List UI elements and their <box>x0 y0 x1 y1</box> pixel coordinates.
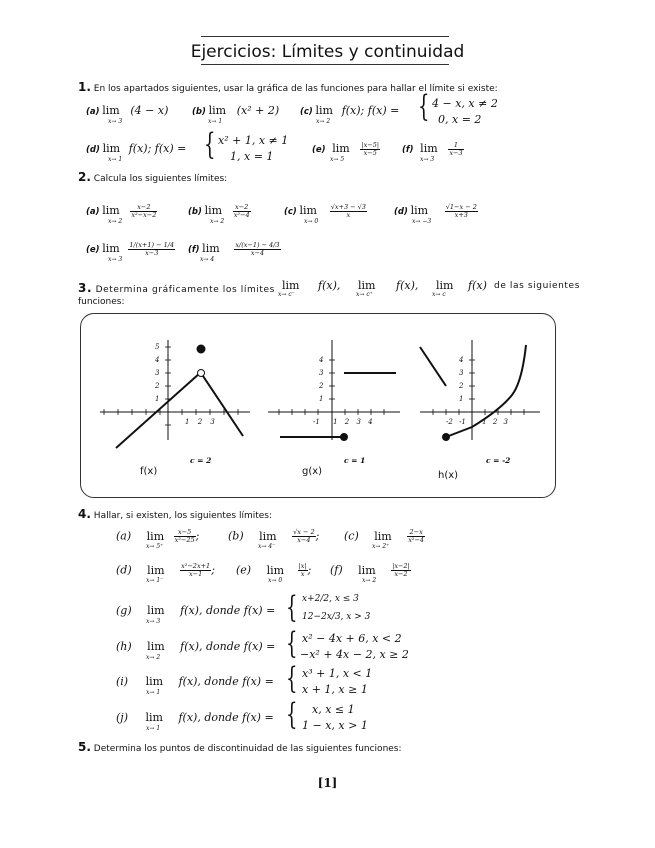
graph-h-ytick: 3 <box>459 369 464 377</box>
graph-h-xtick: 1 <box>482 418 487 426</box>
section-4-heading <box>78 507 272 521</box>
ex1-e-label: (e) <box>312 145 326 155</box>
ex4-f-fraction <box>391 563 411 578</box>
ex4-f-den: x−2 <box>394 570 408 578</box>
ex4-h-label: (h) <box>116 640 132 653</box>
ex4-a-fraction <box>174 529 196 544</box>
ex4-e-num: |x| <box>298 562 307 570</box>
ex4-b-sub: x→ 4⁻ <box>258 543 276 550</box>
section-2-text: Calcula los siguientes límites: <box>93 174 228 184</box>
ex4-g-case2: 12−2x/3, x > 3 <box>302 612 371 622</box>
section-3-fx1: f(x), <box>318 279 341 292</box>
graph-f-xticks <box>185 418 215 426</box>
graph-h-yticks <box>459 354 463 406</box>
graph-g-c-label: c = 1 <box>344 456 366 465</box>
ex4-h-case1: x² − 4x + 6, x < 2 <box>302 632 402 645</box>
section-3-fx3: f(x) <box>468 279 487 292</box>
ex4-g-lim: lim <box>147 604 165 617</box>
ex4-g-label: (g) <box>116 604 132 617</box>
section-3-sub2: x→ c⁺ <box>356 291 373 298</box>
ex2-d-den: x+3 <box>454 211 468 219</box>
graph-f-ytick: 1 <box>155 395 160 403</box>
ex4-a-sep: ; <box>195 529 200 543</box>
ex4-e-sep: ; <box>307 563 312 577</box>
ex4-h-expr: f(x), donde f(x) = <box>180 640 276 653</box>
graph-f-open-dot <box>198 370 205 377</box>
ex4-j-expr: f(x), donde f(x) = <box>178 711 274 724</box>
ex4-h-brace: { <box>286 626 298 661</box>
graph-g-name: g(x) <box>302 466 323 477</box>
ex4-g-brace: { <box>286 590 298 625</box>
ex1-d-case1: x² + 1, x ≠ 1 <box>218 134 289 147</box>
ex2-d-sub: x→ −3 <box>412 218 432 225</box>
ex4-c-fraction <box>407 529 425 544</box>
ex4-a-num: x−5 <box>174 529 196 537</box>
graph-f-xtick: 3 <box>210 418 215 426</box>
ex4-d-sep: ; <box>211 563 215 577</box>
ex4-b-sep: ; <box>315 529 320 543</box>
ex1-c-brace: { <box>418 89 430 124</box>
section-4-number: 4. <box>78 507 91 521</box>
ex1-c-expr: f(x); f(x) = <box>341 104 400 117</box>
section-3-sub3: x→ c <box>432 291 446 298</box>
ex2-b-sub: x→ 2 <box>210 218 225 225</box>
graph-f-name: f(x) <box>140 466 158 477</box>
ex4-j-lim: lim <box>145 711 163 724</box>
ex2-c-den: x <box>346 211 351 219</box>
ex1-a-label: (a) <box>86 107 100 117</box>
section-5-text: Determina los puntos de discontinuidad de las siguientes funciones: <box>93 744 402 754</box>
ex4-e-sub: x→ 0 <box>268 577 283 584</box>
ex2-a-sub: x→ 2 <box>108 218 123 225</box>
graph-g-xtick: 2 <box>344 418 350 426</box>
graph-h-ytick: 4 <box>459 356 464 364</box>
ex2-c-num: √x+3 − √3 <box>330 203 366 211</box>
ex2-c-sub: x→ 0 <box>304 218 319 225</box>
graph-f-ytick: 5 <box>155 343 160 351</box>
ex4-j-sub: x→ 1 <box>146 725 161 732</box>
ex4-j-brace: { <box>286 697 298 732</box>
ex1-a-expr: (4 − x) <box>130 104 169 117</box>
ex1-d-label: (d) <box>86 145 100 155</box>
ex2-e-sub: x→ 3 <box>108 256 123 263</box>
ex4-a-sub: x→ 5⁺ <box>146 543 164 550</box>
ex2-f-lim: lim <box>202 242 220 255</box>
ex2-b-den: x²−4 <box>233 211 250 219</box>
ex4-e-label: (e) <box>236 563 252 577</box>
ex1-c-case2: 0, x = 2 <box>438 113 482 126</box>
ex4-d-sub: x→ 1⁻ <box>146 577 164 584</box>
graph-h-xtick: -2 <box>446 418 453 426</box>
ex4-f-num: |x−2| <box>392 562 410 570</box>
page-title: Ejercicios: Límites y continuidad <box>190 42 465 62</box>
ex2-a-label: (a) <box>86 207 100 217</box>
section-3-number: 3. <box>78 281 93 295</box>
graph-h-name: h(x) <box>438 470 459 481</box>
graph-f-xtick: 2 <box>197 418 203 426</box>
ex1-f-lim: lim <box>420 142 438 155</box>
ex4-d-den: x−1 <box>189 570 203 578</box>
ex4-h <box>116 640 275 653</box>
ex1-d-expr: f(x); f(x) = <box>128 142 187 155</box>
graph-g-ytick: 3 <box>319 369 324 377</box>
ex1-c-label: (c) <box>300 107 313 117</box>
ex2-c-label: (c) <box>284 207 297 217</box>
graph-h-c-label: c = -2 <box>486 456 511 465</box>
ex1-e-lim: lim <box>332 142 350 155</box>
ex1-f-label: (f) <box>402 145 414 155</box>
ex2-b-lim: lim <box>204 204 223 217</box>
graph-g-yticks <box>319 354 323 406</box>
graph-g-ytick: 2 <box>319 382 324 390</box>
ex4-d-fraction <box>180 563 211 578</box>
ex4-d-lim: lim <box>147 563 165 577</box>
ex1-f-den: x−3 <box>449 149 463 157</box>
ex1-b-lim: lim <box>208 104 227 117</box>
ex1-a-sub: x→ 3 <box>108 118 123 125</box>
graph-h-xtick: 2 <box>492 418 498 426</box>
graph-h-upper-left-segment <box>420 347 446 386</box>
ex4-b-lim: lim <box>259 529 277 543</box>
ex4-e <box>236 563 311 578</box>
graph-h-xticks <box>446 418 508 426</box>
ex4-g-sub: x→ 3 <box>146 618 161 625</box>
graph-f <box>100 340 250 448</box>
graph-g-xtick: 4 <box>368 418 373 426</box>
ex2-e-label: (e) <box>86 245 100 255</box>
ex4-a-label: (a) <box>116 529 132 543</box>
section-5-number: 5. <box>78 740 91 754</box>
ex2-e-num: 1/(x+1) − 1/4 <box>129 241 175 249</box>
ex4-i-case2: x + 1, x ≥ 1 <box>302 683 368 696</box>
ex2-b-label: (b) <box>188 207 202 217</box>
ex4-b-label: (b) <box>228 529 244 543</box>
ex4-c-num: 2−x <box>407 529 425 537</box>
graph-f-right-segment <box>203 376 243 436</box>
ex2-f-num: x/(x−1) − 4/3 <box>235 241 280 249</box>
section-5-heading <box>78 740 402 754</box>
ex4-a-lim: lim <box>146 529 165 543</box>
section-3-lim3: lim <box>436 279 454 292</box>
ex1-c-sub: x→ 2 <box>316 118 331 125</box>
ex4-i-lim: lim <box>145 675 164 688</box>
graph-h-filled-dot <box>443 434 450 441</box>
ex2-d-label: (d) <box>394 207 408 217</box>
graph-f-filled-dot <box>197 345 205 353</box>
ex2-a-den: x²−x−2 <box>131 211 157 219</box>
graph-g-xticks <box>313 418 373 426</box>
ex2-f-sub: x→ 4 <box>200 256 215 263</box>
ex1-a-lim: lim <box>102 104 120 117</box>
section-3-sub1: x→ c⁻ <box>278 291 295 298</box>
graph-f-xtick: 1 <box>185 418 190 426</box>
ex4-f-lim: lim <box>358 563 376 577</box>
ex4-b <box>228 529 319 544</box>
ex4-b-fraction <box>292 529 316 544</box>
ex1-c-case1: 4 − x, x ≠ 2 <box>432 97 498 110</box>
ex4-e-fraction <box>298 563 308 578</box>
ex1-e-den: x−5 <box>363 149 377 157</box>
ex4-h-lim: lim <box>147 640 165 653</box>
section-3-line2: funciones: <box>78 297 125 307</box>
ex4-c-sub: x→ 2⁺ <box>372 543 390 550</box>
ex1-b-sub: x→ 1 <box>208 118 223 125</box>
ex4-b-den: x−4 <box>297 536 311 544</box>
ex4-i-case1: x³ + 1, x < 1 <box>302 667 373 680</box>
ex4-a-den: x²−25 <box>174 536 195 544</box>
ex4-b-num: √x − 2 <box>293 528 315 536</box>
ex4-i-label: (i) <box>116 675 129 688</box>
ex2-a-num: x−2 <box>130 204 157 212</box>
ex2-c-lim: lim <box>299 204 317 217</box>
section-1-text: En los apartados siguientes, usar la gráfica de las funciones para hallar el límite si existe: <box>93 84 498 94</box>
ex4-g-case1: x+2/2, x ≤ 3 <box>302 594 359 604</box>
ex4-i <box>116 675 274 688</box>
ex4-i-brace: { <box>286 661 298 696</box>
ex4-h-case2: −x² + 4x − 2, x ≥ 2 <box>300 648 409 661</box>
ex4-j-case1: x, x ≤ 1 <box>312 703 355 716</box>
ex4-c-lim: lim <box>374 529 392 543</box>
ex4-c-label: (c) <box>344 529 359 543</box>
graph-f-ytick: 3 <box>155 369 160 377</box>
ex4-a <box>116 529 199 544</box>
graph-f-c-label: c = 2 <box>190 456 212 465</box>
graph-f-ytick: 2 <box>155 382 160 390</box>
ex4-f-sub: x→ 2 <box>362 577 377 584</box>
ex4-i-expr: f(x), donde f(x) = <box>178 675 274 688</box>
graph-f-ytick: 4 <box>155 356 160 364</box>
ex4-e-den: x <box>300 570 305 578</box>
ex4-e-lim: lim <box>266 563 285 577</box>
ex1-d-sub: x→ 1 <box>108 156 123 163</box>
ex4-f-label: (f) <box>330 563 343 577</box>
graph-h-ytick: 2 <box>459 382 464 390</box>
ex4-h-sub: x→ 2 <box>146 654 161 661</box>
ex4-d-num: x²−2x+1 <box>181 562 211 570</box>
ex1-c-lim: lim <box>315 104 333 117</box>
graph-g-xtick: 3 <box>356 418 361 426</box>
graph-g-filled-dot <box>341 434 348 441</box>
section-2-number: 2. <box>78 170 91 184</box>
graph-g-ytick: 1 <box>319 395 324 403</box>
ex1-d-lim: lim <box>102 142 121 155</box>
ex1-d-brace: { <box>204 127 216 162</box>
ex2-f-den: x−4 <box>250 249 265 257</box>
ex4-j-label: (j) <box>116 711 128 724</box>
graph-h-xtick: -1 <box>459 418 466 426</box>
ex4-j <box>116 711 274 724</box>
ex1-f-sub: x→ 3 <box>420 156 435 163</box>
graph-h-ticks <box>433 360 524 415</box>
graph-g-xtick: -1 <box>313 418 320 426</box>
ex2-d-lim: lim <box>410 204 429 217</box>
ex4-f <box>330 563 411 578</box>
ex4-g-expr: f(x), donde f(x) = <box>180 604 276 617</box>
ex1-b-expr: (x² + 2) <box>236 104 280 117</box>
section-3-lim2: lim <box>358 279 376 292</box>
graph-h-ytick: 1 <box>459 395 464 403</box>
ex1-d-case2: 1, x = 1 <box>230 150 274 163</box>
ex4-j-case2: 1 − x, x > 1 <box>302 719 368 732</box>
ex2-f-label: (f) <box>188 245 200 255</box>
ex4-i-sub: x→ 1 <box>146 689 161 696</box>
graph-g-xtick: 1 <box>333 418 338 426</box>
ex4-c <box>344 529 425 544</box>
graph-f-yticks <box>155 341 159 406</box>
ex2-b-num: x−2 <box>233 204 251 212</box>
page-number: [1] <box>317 776 338 790</box>
graph-g-ytick: 4 <box>319 356 324 364</box>
section-3-lim1: lim <box>282 279 300 292</box>
ex1-f-num: 1 <box>448 142 463 150</box>
ex2-a-lim: lim <box>102 204 120 217</box>
section-3-tail: de las siguientes <box>494 281 580 291</box>
ex4-g <box>116 604 275 617</box>
ex1-e-num: |x−5| <box>361 141 380 149</box>
section-3-text: Determina gráficamente los límites <box>95 285 275 295</box>
ex4-c-den: x²−4 <box>408 536 425 544</box>
ex1-e-sub: x→ 5 <box>330 156 345 163</box>
ex2-e-lim: lim <box>102 242 120 255</box>
graph-f-ticks <box>104 347 238 425</box>
ex4-d-label: (d) <box>116 563 132 577</box>
section-3-fx2: f(x), <box>396 279 419 292</box>
section-1-number: 1. <box>78 80 91 94</box>
ex4-d <box>116 563 215 578</box>
ex1-b-label: (b) <box>192 107 206 117</box>
section-4-text: Hallar, si existen, los siguientes límites: <box>93 511 273 521</box>
ex2-e-den: x−3 <box>145 249 159 257</box>
ex2-d-num: √1−x − 2 <box>445 203 477 211</box>
graph-h-xtick: 3 <box>503 418 508 426</box>
